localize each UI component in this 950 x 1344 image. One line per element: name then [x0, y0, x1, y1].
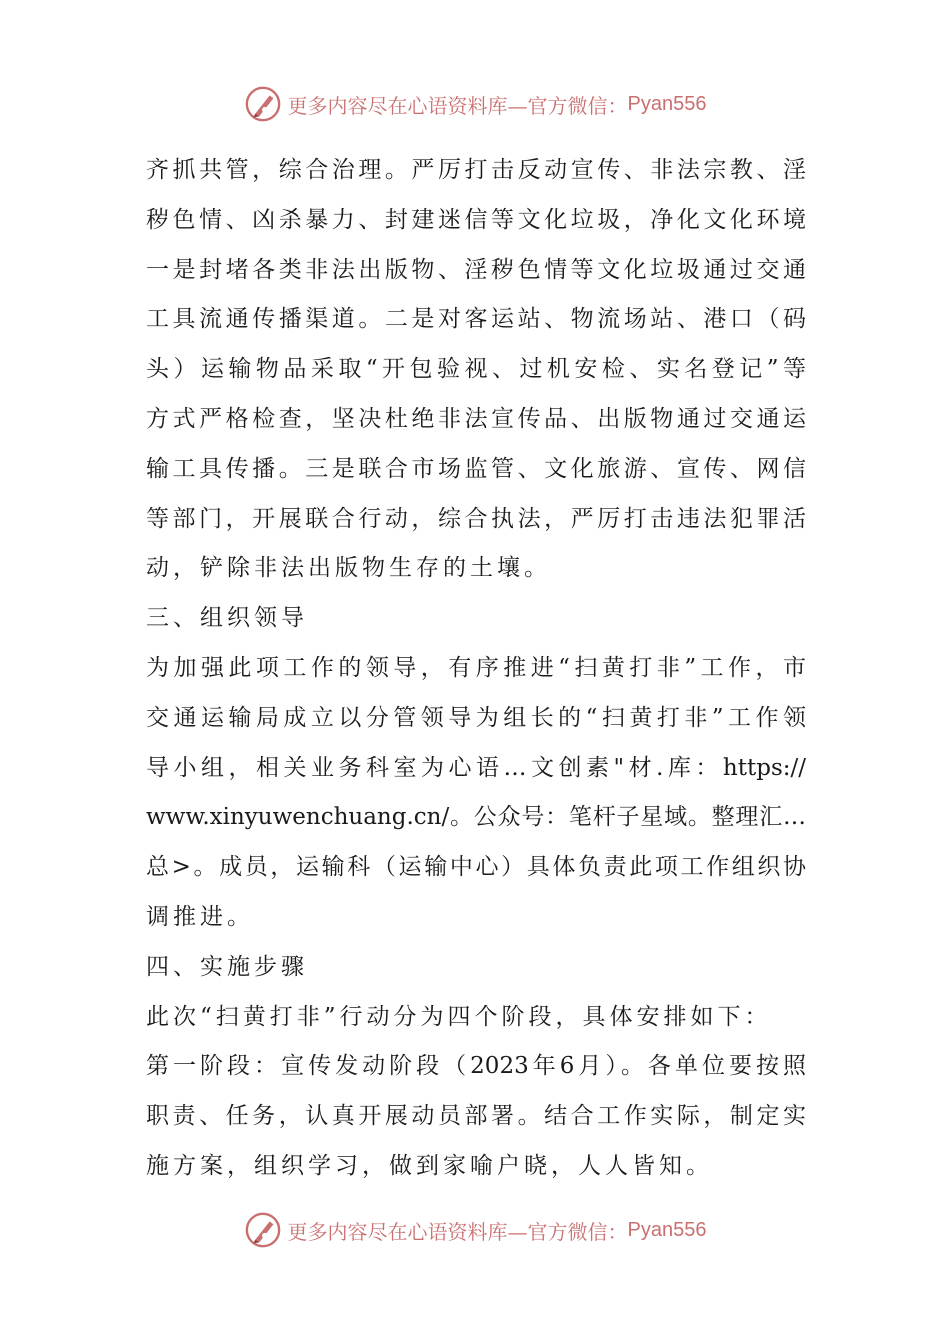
body-line: 头）运输物品采取“开包验视、过机安检、实名登记”等	[146, 356, 806, 383]
watermark-wechat-id: Pyan556	[627, 1218, 707, 1241]
body-line: 一是封堵各类非法出版物、淫秽色情等文化垃圾通过交通	[146, 256, 806, 283]
body-line: 输工具传播。三是联合市场监管、文化旅游、宣传、网信	[146, 455, 806, 482]
body-line: 调推进。	[146, 903, 254, 930]
body-line: www.xinyuwenchuang.cn/。公众号：笔杆子星域。整理汇…	[146, 804, 806, 831]
body-line: 第一阶段：宣传发动阶段（2023年6月）。各单位要按照	[146, 1053, 806, 1080]
watermark-wechat-id: Pyan556	[627, 92, 707, 115]
pen-logo-icon	[244, 1211, 282, 1249]
footer-watermark	[0, 1208, 950, 1252]
document-body	[146, 146, 806, 1192]
body-line: 等部门，开展联合行动，综合执法，严厉打击违法犯罪活	[146, 505, 806, 532]
section-heading-4: 四、实施步骤	[146, 953, 308, 980]
body-line: 导小组，相关业务科室为心语…文创素"材.库：https://	[146, 754, 806, 781]
body-line: 秽色情、凶杀暴力、封建迷信等文化垃圾，净化文化环境	[146, 206, 806, 233]
body-line: 此次“扫黄打非”行动分为四个阶段，具体安排如下：	[146, 1003, 772, 1030]
watermark-text: 更多内容尽在心语资料库—官方微信：	[287, 93, 628, 118]
body-line: 方式严格检查，坚决杜绝非法宣传品、出版物通过交通运	[146, 405, 806, 432]
body-line: 职责、任务，认真开展动员部署。结合工作实际，制定实	[146, 1103, 806, 1130]
pen-logo-icon	[244, 85, 282, 123]
body-line: 动，铲除非法出版物生存的土壤。	[146, 555, 551, 582]
body-line: 总>。成员，运输科（运输中心）具体负责此项工作组织协	[146, 854, 806, 881]
header-watermark	[0, 82, 950, 126]
body-line: 交通运输局成立以分管领导为组长的“扫黄打非”工作领	[146, 704, 806, 731]
body-line: 为加强此项工作的领导，有序推进“扫黄打非”工作，市	[146, 654, 806, 681]
body-line: 齐抓共管，综合治理。严厉打击反动宣传、非法宗教、淫	[146, 157, 806, 183]
body-line: 施方案，组织学习，做到家喻户晓，人人皆知。	[146, 1152, 713, 1179]
section-heading-3: 三、组织领导	[146, 605, 308, 632]
body-line: 工具流通传播渠道。二是对客运站、物流场站、港口（码	[146, 306, 806, 333]
watermark-text: 更多内容尽在心语资料库—官方微信：	[287, 1219, 628, 1244]
